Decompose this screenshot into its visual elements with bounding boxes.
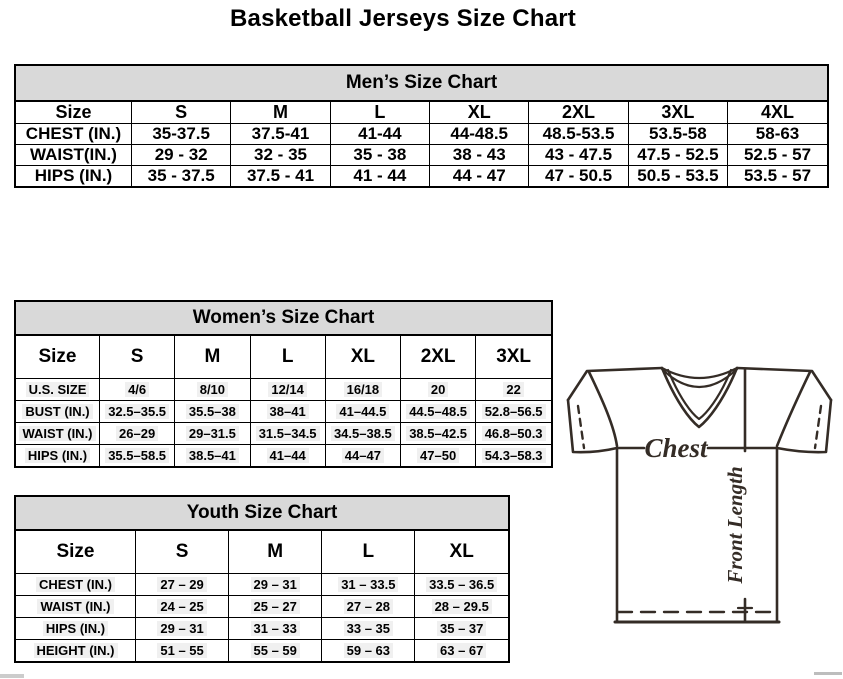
- table-row: [16, 400, 551, 422]
- value-cell: 16/18: [325, 378, 400, 400]
- value-cell: 8/10: [175, 378, 250, 400]
- value-cell: 25 – 27: [229, 595, 322, 617]
- jersey-right-seam: [777, 372, 810, 446]
- size-header-cell: S: [100, 336, 175, 378]
- size-header-cell: L: [322, 531, 415, 573]
- value-cell: 29–31.5: [175, 422, 250, 444]
- youth-size-table: [16, 531, 508, 661]
- value-cell: 53.5 - 57: [728, 166, 827, 187]
- womens-chart-title: Women’s Size Chart: [16, 302, 551, 336]
- mens-size-chart: [14, 64, 829, 188]
- value-cell: 58-63: [728, 124, 827, 145]
- value-cell: 29 – 31: [229, 573, 322, 595]
- value-cell: 26–29: [100, 422, 175, 444]
- size-header-cell: S: [136, 531, 229, 573]
- size-header-cell: M: [231, 102, 330, 124]
- value-cell: 37.5 - 41: [231, 166, 330, 187]
- value-cell: 4/6: [100, 378, 175, 400]
- value-cell: 48.5-53.5: [529, 124, 628, 145]
- jersey-left-cuff-dashes: [578, 406, 584, 448]
- value-cell: 22: [476, 378, 551, 400]
- value-cell: 47 - 50.5: [529, 166, 628, 187]
- value-cell: 37.5-41: [231, 124, 330, 145]
- value-cell: 50.5 - 53.5: [628, 166, 727, 187]
- row-label: WAIST(IN.): [16, 145, 132, 166]
- horizontal-scrollbar-fragment[interactable]: [0, 674, 24, 678]
- row-label: CHEST (IN.): [16, 573, 136, 595]
- value-cell: 31 – 33: [229, 617, 322, 639]
- value-cell: 41–44.5: [325, 400, 400, 422]
- value-cell: 44-48.5: [430, 124, 529, 145]
- womens-size-chart: [14, 300, 553, 468]
- row-label: BUST (IN.): [16, 400, 100, 422]
- value-cell: 59 – 63: [322, 639, 415, 661]
- youth-size-chart: [14, 495, 510, 663]
- value-cell: 44.5–48.5: [401, 400, 476, 422]
- table-row: [16, 422, 551, 444]
- value-cell: 52.5 - 57: [728, 145, 827, 166]
- row-label: WAIST (IN.): [16, 422, 100, 444]
- value-cell: 12/14: [250, 378, 325, 400]
- value-cell: 31 – 33.5: [322, 573, 415, 595]
- value-cell: 35.5–58.5: [100, 444, 175, 466]
- table-row: [16, 166, 827, 187]
- value-cell: 33 – 35: [322, 617, 415, 639]
- size-header-cell: L: [330, 102, 429, 124]
- jersey-right-cuff-dashes: [815, 406, 821, 448]
- front-length-label: Front Length: [723, 466, 747, 584]
- value-cell: 51 – 55: [136, 639, 229, 661]
- size-header-label: Size: [16, 531, 136, 573]
- table-row: [16, 617, 508, 639]
- value-cell: 27 – 29: [136, 573, 229, 595]
- size-header-cell: XL: [325, 336, 400, 378]
- value-cell: 38.5–42.5: [401, 422, 476, 444]
- row-label: CHEST (IN.): [16, 124, 132, 145]
- value-cell: 47–50: [401, 444, 476, 466]
- value-cell: 27 – 28: [322, 595, 415, 617]
- size-header-row: [16, 531, 508, 573]
- value-cell: 53.5-58: [628, 124, 727, 145]
- value-cell: 29 – 31: [136, 617, 229, 639]
- value-cell: 44 - 47: [430, 166, 529, 187]
- value-cell: 41 - 44: [330, 166, 429, 187]
- jersey-collar-back-curve-1: [662, 368, 737, 378]
- value-cell: 31.5–34.5: [250, 422, 325, 444]
- value-cell: 55 – 59: [229, 639, 322, 661]
- value-cell: 46.8–50.3: [476, 422, 551, 444]
- chest-label: Chest: [644, 433, 708, 463]
- value-cell: 41–44: [250, 444, 325, 466]
- value-cell: 41-44: [330, 124, 429, 145]
- value-cell: 20: [401, 378, 476, 400]
- table-row: [16, 444, 551, 466]
- value-cell: 54.3–58.3: [476, 444, 551, 466]
- jersey-left-shoulder: [568, 368, 662, 400]
- size-header-row: [16, 102, 827, 124]
- jersey-measurement-diagram: [558, 356, 842, 628]
- row-label: HIPS (IN.): [16, 444, 100, 466]
- jersey-left-sleeve: [568, 400, 617, 452]
- size-header-cell: M: [229, 531, 322, 573]
- size-header-cell: 4XL: [728, 102, 827, 124]
- value-cell: 35 – 37: [415, 617, 508, 639]
- jersey-left-seam: [589, 372, 617, 446]
- size-header-cell: 3XL: [628, 102, 727, 124]
- jersey-right-shoulder: [737, 368, 831, 400]
- size-header-label: Size: [16, 102, 132, 124]
- size-header-cell: L: [250, 336, 325, 378]
- row-label: HIPS (IN.): [16, 166, 132, 187]
- value-cell: 29 - 32: [132, 145, 231, 166]
- size-header-row: [16, 336, 551, 378]
- value-cell: 32.5–35.5: [100, 400, 175, 422]
- value-cell: 52.8–56.5: [476, 400, 551, 422]
- size-header-cell: M: [175, 336, 250, 378]
- size-header-cell: XL: [415, 531, 508, 573]
- size-header-label: Size: [16, 336, 100, 378]
- value-cell: 28 – 29.5: [415, 595, 508, 617]
- size-header-cell: 2XL: [401, 336, 476, 378]
- value-cell: 47.5 - 52.5: [628, 145, 727, 166]
- value-cell: 24 – 25: [136, 595, 229, 617]
- size-header-cell: 2XL: [529, 102, 628, 124]
- size-header-cell: 3XL: [476, 336, 551, 378]
- value-cell: 38 - 43: [430, 145, 529, 166]
- table-row: [16, 145, 827, 166]
- row-label: WAIST (IN.): [16, 595, 136, 617]
- value-cell: 38–41: [250, 400, 325, 422]
- row-label: HIPS (IN.): [16, 617, 136, 639]
- value-cell: 43 - 47.5: [529, 145, 628, 166]
- value-cell: 35.5–38: [175, 400, 250, 422]
- page-title: Basketball Jerseys Size Chart: [230, 5, 576, 32]
- table-row: [16, 378, 551, 400]
- table-row: [16, 595, 508, 617]
- row-label: HEIGHT (IN.): [16, 639, 136, 661]
- size-header-cell: XL: [430, 102, 529, 124]
- mens-size-table: [16, 102, 827, 186]
- value-cell: 38.5–41: [175, 444, 250, 466]
- table-row: [16, 639, 508, 661]
- value-cell: 35-37.5: [132, 124, 231, 145]
- scrollbar-fragment-right[interactable]: [814, 672, 842, 675]
- mens-chart-title: Men’s Size Chart: [16, 66, 827, 102]
- value-cell: 32 - 35: [231, 145, 330, 166]
- value-cell: 33.5 – 36.5: [415, 573, 508, 595]
- value-cell: 44–47: [325, 444, 400, 466]
- youth-chart-title: Youth Size Chart: [16, 497, 508, 531]
- row-label: U.S. SIZE: [16, 378, 100, 400]
- value-cell: 35 - 38: [330, 145, 429, 166]
- value-cell: 63 – 67: [415, 639, 508, 661]
- table-row: [16, 573, 508, 595]
- value-cell: 34.5–38.5: [325, 422, 400, 444]
- size-header-cell: S: [132, 102, 231, 124]
- value-cell: 35 - 37.5: [132, 166, 231, 187]
- womens-size-table: [16, 336, 551, 466]
- table-row: [16, 124, 827, 145]
